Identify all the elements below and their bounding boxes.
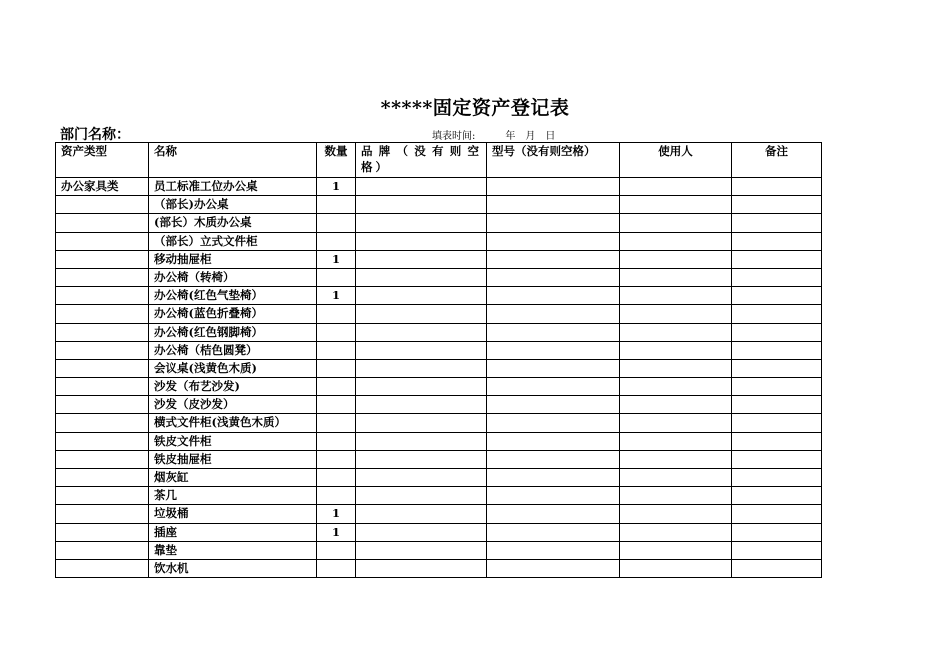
cell-name: 插座 (149, 523, 317, 541)
page-title: *****固定资产登记表 (380, 97, 570, 119)
cell-name: 横式文件柜(浅黄色木质） (149, 414, 317, 432)
cell-note (732, 232, 822, 250)
cell-name: 沙发（布艺沙发) (149, 378, 317, 396)
cell-quantity: 1 (317, 250, 356, 268)
cell-name: （部长)办公桌 (149, 196, 317, 214)
table-row (56, 523, 822, 541)
cell-quantity (317, 196, 356, 214)
fill-time-month: 月 (525, 131, 536, 142)
cell-quantity (317, 450, 356, 468)
cell-brand (356, 250, 487, 268)
cell-model (487, 305, 620, 323)
cell-note (732, 396, 822, 414)
cell-user (620, 487, 732, 505)
cell-note (732, 469, 822, 487)
cell-user (620, 432, 732, 450)
cell-quantity (317, 414, 356, 432)
cell-note (732, 323, 822, 341)
fill-time-year: 年 (505, 131, 516, 142)
table-row (56, 305, 822, 323)
cell-brand (356, 341, 487, 359)
cell-brand (356, 287, 487, 305)
cell-user (620, 232, 732, 250)
cell-quantity (317, 432, 356, 450)
cell-quantity (317, 359, 356, 377)
cell-quantity: 1 (317, 523, 356, 541)
cell-brand (356, 523, 487, 541)
cell-quantity: 1 (317, 178, 356, 196)
cell-model (487, 378, 620, 396)
cell-note (732, 378, 822, 396)
cell-type: 办公家具类 (56, 178, 149, 196)
cell-type (56, 305, 149, 323)
cell-quantity (317, 341, 356, 359)
cell-note (732, 341, 822, 359)
cell-name: 靠垫 (149, 541, 317, 559)
table-row (56, 196, 822, 214)
cell-quantity: 1 (317, 505, 356, 523)
cell-type (56, 432, 149, 450)
table-row (56, 341, 822, 359)
cell-type (56, 487, 149, 505)
cell-quantity (317, 469, 356, 487)
cell-user (620, 214, 732, 232)
cell-type (56, 359, 149, 377)
table-row (56, 396, 822, 414)
cell-user (620, 541, 732, 559)
cell-model (487, 487, 620, 505)
cell-note (732, 214, 822, 232)
cell-user (620, 414, 732, 432)
cell-user (620, 559, 732, 577)
cell-model (487, 414, 620, 432)
cell-quantity (317, 232, 356, 250)
table-row (56, 414, 822, 432)
cell-note (732, 432, 822, 450)
cell-brand (356, 469, 487, 487)
table-row (56, 323, 822, 341)
table-row (56, 559, 822, 577)
cell-note (732, 487, 822, 505)
cell-brand (356, 487, 487, 505)
header-note: 备注 (732, 143, 822, 178)
cell-quantity (317, 378, 356, 396)
cell-model (487, 359, 620, 377)
cell-note (732, 359, 822, 377)
table-row (56, 287, 822, 305)
cell-name: 办公椅(红色气垫椅） (149, 287, 317, 305)
table-row (56, 469, 822, 487)
cell-brand (356, 359, 487, 377)
cell-quantity (317, 541, 356, 559)
cell-model (487, 432, 620, 450)
cell-quantity (317, 268, 356, 286)
cell-note (732, 559, 822, 577)
cell-brand (356, 450, 487, 468)
cell-name: 办公椅（桔色圆凳） (149, 341, 317, 359)
cell-user (620, 323, 732, 341)
table-row (56, 378, 822, 396)
cell-user (620, 378, 732, 396)
cell-model (487, 214, 620, 232)
cell-model (487, 505, 620, 523)
cell-quantity (317, 323, 356, 341)
cell-name: 办公椅(红色钢脚椅） (149, 323, 317, 341)
header-type: 资产类型 (56, 143, 149, 178)
cell-name: 茶几 (149, 487, 317, 505)
cell-model (487, 541, 620, 559)
table-row (56, 487, 822, 505)
cell-model (487, 178, 620, 196)
cell-brand (356, 305, 487, 323)
cell-user (620, 523, 732, 541)
cell-brand (356, 559, 487, 577)
cell-name: 沙发（皮沙发） (149, 396, 317, 414)
cell-model (487, 341, 620, 359)
cell-model (487, 450, 620, 468)
table-row (56, 214, 822, 232)
cell-model (487, 469, 620, 487)
cell-type (56, 450, 149, 468)
cell-model (487, 396, 620, 414)
cell-note (732, 268, 822, 286)
cell-brand (356, 232, 487, 250)
cell-quantity (317, 305, 356, 323)
cell-name: （部长）立式文件柜 (149, 232, 317, 250)
cell-type (56, 559, 149, 577)
cell-note (732, 250, 822, 268)
header-user: 使用人 (620, 143, 732, 178)
cell-type (56, 523, 149, 541)
cell-user (620, 505, 732, 523)
header-quantity: 数量 (317, 143, 356, 178)
table-body (56, 178, 822, 578)
cell-type (56, 505, 149, 523)
cell-name: 铁皮文件柜 (149, 432, 317, 450)
cell-type (56, 232, 149, 250)
cell-user (620, 196, 732, 214)
cell-type (56, 287, 149, 305)
header-brand: 品牌（没有则空格） (356, 143, 487, 178)
cell-brand (356, 214, 487, 232)
cell-user (620, 450, 732, 468)
cell-user (620, 341, 732, 359)
cell-quantity (317, 559, 356, 577)
cell-name: 移动抽屉柜 (149, 250, 317, 268)
fill-time-label: 填表时间: (432, 131, 476, 142)
cell-note (732, 414, 822, 432)
cell-type (56, 396, 149, 414)
cell-user (620, 396, 732, 414)
header-name: 名称 (149, 143, 317, 178)
cell-type (56, 469, 149, 487)
cell-name: 烟灰缸 (149, 469, 317, 487)
table-row (56, 250, 822, 268)
cell-type (56, 323, 149, 341)
cell-type (56, 250, 149, 268)
asset-table (55, 142, 822, 578)
cell-brand (356, 268, 487, 286)
cell-name: 办公椅（转椅） (149, 268, 317, 286)
cell-name: 铁皮抽屉柜 (149, 450, 317, 468)
table-row (56, 359, 822, 377)
table-row (56, 432, 822, 450)
cell-brand (356, 178, 487, 196)
cell-type (56, 378, 149, 396)
cell-model (487, 268, 620, 286)
cell-brand (356, 414, 487, 432)
cell-brand (356, 196, 487, 214)
cell-user (620, 178, 732, 196)
cell-type (56, 414, 149, 432)
cell-model (487, 250, 620, 268)
table-row (56, 232, 822, 250)
cell-type (56, 268, 149, 286)
cell-quantity (317, 396, 356, 414)
cell-brand (356, 432, 487, 450)
cell-user (620, 359, 732, 377)
cell-model (487, 287, 620, 305)
cell-quantity: 1 (317, 287, 356, 305)
cell-note (732, 505, 822, 523)
cell-model (487, 523, 620, 541)
cell-type (56, 214, 149, 232)
cell-type (56, 341, 149, 359)
cell-note (732, 541, 822, 559)
table-row (56, 178, 822, 196)
cell-user (620, 287, 732, 305)
header-model: 型号（没有则空格） (487, 143, 620, 178)
cell-note (732, 287, 822, 305)
cell-model (487, 232, 620, 250)
cell-user (620, 268, 732, 286)
cell-user (620, 305, 732, 323)
cell-quantity (317, 214, 356, 232)
cell-name: 垃圾桶 (149, 505, 317, 523)
cell-brand (356, 378, 487, 396)
cell-brand (356, 541, 487, 559)
table-row (56, 541, 822, 559)
table-row (56, 505, 822, 523)
cell-brand (356, 505, 487, 523)
cell-name: 饮水机 (149, 559, 317, 577)
cell-model (487, 323, 620, 341)
cell-quantity (317, 487, 356, 505)
table-header-row (56, 143, 822, 178)
cell-brand (356, 396, 487, 414)
cell-note (732, 305, 822, 323)
cell-name: 办公椅(蓝色折叠椅） (149, 305, 317, 323)
cell-note (732, 523, 822, 541)
table-row (56, 450, 822, 468)
cell-model (487, 559, 620, 577)
table-row (56, 268, 822, 286)
cell-name: 会议桌(浅黄色木质) (149, 359, 317, 377)
cell-note (732, 178, 822, 196)
cell-type (56, 541, 149, 559)
cell-name: 员工标准工位办公桌 (149, 178, 317, 196)
fill-time (432, 127, 555, 142)
cell-type (56, 196, 149, 214)
cell-model (487, 196, 620, 214)
cell-user (620, 469, 732, 487)
cell-name: (部长）木质办公桌 (149, 214, 317, 232)
cell-note (732, 450, 822, 468)
cell-user (620, 250, 732, 268)
department-label: 部门名称： (60, 127, 130, 143)
fill-time-day: 日 (545, 131, 556, 142)
cell-brand (356, 323, 487, 341)
cell-note (732, 196, 822, 214)
